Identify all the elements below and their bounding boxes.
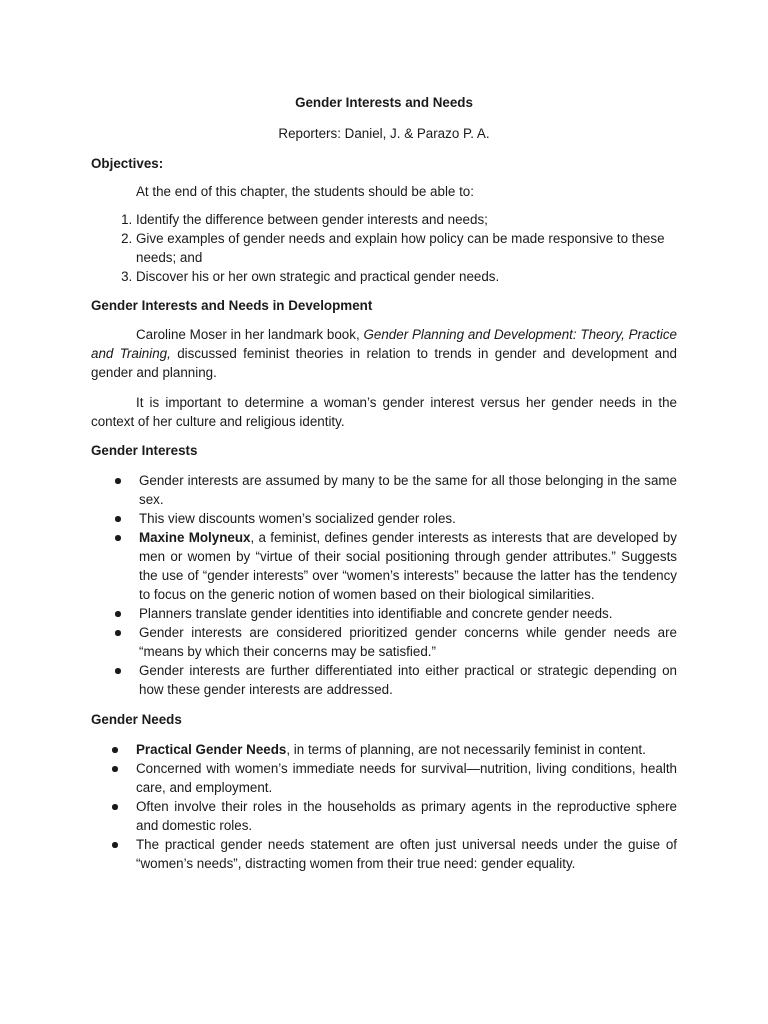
list-item — [91, 528, 677, 604]
list-item-text: Gender interests are assumed by many to be the same for all those belonging in the same sex. — [139, 473, 677, 507]
objective-item: 2. Give examples of gender needs and explain how policy can be made responsive to these needs; and — [136, 229, 677, 267]
bullet-icon — [112, 747, 118, 753]
bullet-icon — [112, 766, 118, 772]
list-item-text: Gender interests are considered prioritized gender concerns while gender needs are “means by which their concerns may be satisfied.” — [139, 625, 677, 659]
list-item — [91, 835, 677, 873]
list-item-text: , a feminist, defines gender interests as interests that are developed by men or women by “virtue of their social positioning through gender attributes.” Suggests the use of “gender interests” over “women’s interests” because the latter has the tendency to focus on the generic notion of women based on their biological similarities. — [139, 530, 677, 602]
objective-item: 3. Discover his or her own strategic and practical gender needs. — [136, 267, 677, 286]
list-item — [91, 759, 677, 797]
person-name: Maxine Molyneux — [139, 530, 251, 545]
paragraph-text: Caroline Moser in her landmark book, — [136, 327, 364, 342]
bullet-icon — [115, 535, 121, 541]
bullet-icon — [112, 804, 118, 810]
list-item-text: Often involve their roles in the households as primary agents in the reproductive sphere and domestic roles. — [136, 799, 677, 833]
bullet-icon — [115, 611, 121, 617]
context-paragraph: It is important to determine a woman’s gender interest versus her gender needs in the context of her culture and religious identity. — [91, 395, 677, 429]
objectives-list — [91, 210, 677, 286]
term-label: Practical Gender Needs — [136, 742, 287, 757]
development-heading: Gender Interests and Needs in Development — [91, 298, 373, 313]
book-title: Gender Planning and Development: Theory, Practice and Training, — [91, 327, 677, 361]
objective-item: 1. Identify the difference between gender interests and needs; — [136, 210, 677, 229]
moser-paragraph — [91, 325, 677, 382]
bullet-icon — [115, 630, 121, 636]
list-item — [91, 740, 677, 759]
objectives-heading: Objectives: — [91, 156, 164, 171]
list-item — [91, 509, 677, 528]
gender-needs-list — [91, 740, 677, 873]
document-title: Gender Interests and Needs — [295, 95, 473, 110]
document-body — [91, 93, 677, 873]
paragraph-text: discussed feminist theories in relation to trends in gender and development and gender and planning. — [91, 346, 677, 380]
gender-needs-heading: Gender Needs — [91, 712, 182, 727]
list-item-text: This view discounts women’s socialized gender roles. — [139, 511, 456, 526]
bullet-icon — [112, 842, 118, 848]
gender-interests-list — [91, 471, 677, 699]
list-item-text: , in terms of planning, are not necessarily feminist in content. — [286, 742, 646, 757]
list-item — [91, 623, 677, 661]
bullet-icon — [115, 668, 121, 674]
list-item-text: Concerned with women’s immediate needs for survival—nutrition, living conditions, health care, and employment. — [136, 761, 677, 795]
bullet-icon — [115, 516, 121, 522]
bullet-icon — [115, 478, 121, 484]
list-item — [91, 797, 677, 835]
reporters-line: Reporters: Daniel, J. & Parazo P. A. — [278, 126, 490, 141]
gender-interests-heading: Gender Interests — [91, 443, 198, 458]
list-item — [91, 661, 677, 699]
list-item-text: The practical gender needs statement are often just universal needs under the guise of “women’s needs”, distracting women from their true need: gender equality. — [136, 837, 677, 871]
objectives-intro: At the end of this chapter, the students should be able to: — [136, 184, 474, 199]
list-item — [91, 471, 677, 509]
list-item — [91, 604, 677, 623]
list-item-text: Planners translate gender identities into identifiable and concrete gender needs. — [139, 606, 613, 621]
list-item-text: Gender interests are further differentiated into either practical or strategic depending on how these gender interests are addressed. — [139, 663, 677, 697]
